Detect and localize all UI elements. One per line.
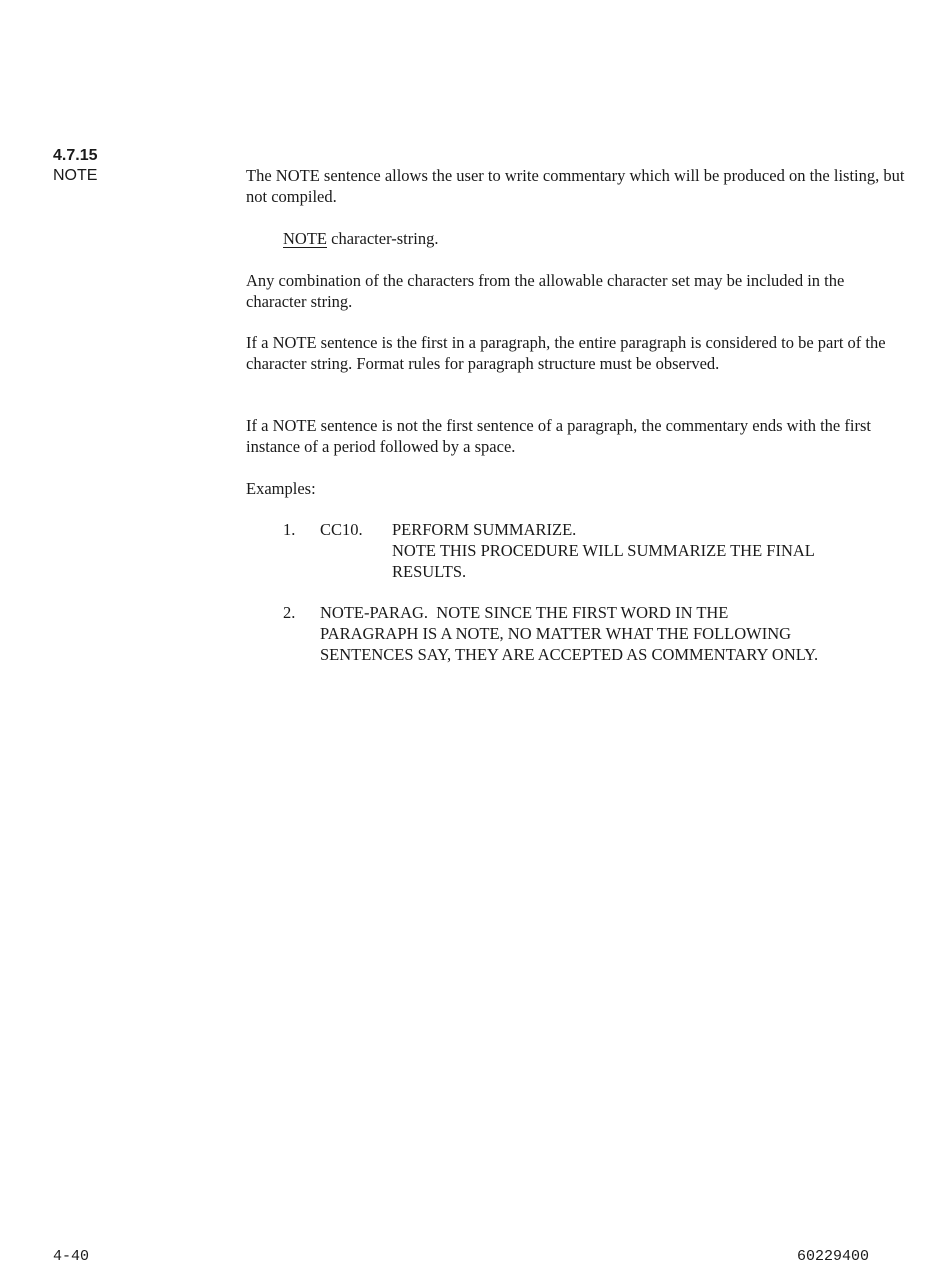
section-number: 4.7.15 <box>53 147 98 164</box>
example-line: PERFORM SUMMARIZE. <box>392 520 577 539</box>
examples-heading: Examples: <box>246 479 316 498</box>
example-number: 2. <box>283 603 296 622</box>
format-line <box>283 228 438 249</box>
paragraph-not-first: If a NOTE sentence is not the first sentence of a paragraph, the commentary ends with the first instance of a period followed by a space. <box>246 416 871 456</box>
format-keyword: NOTE <box>283 229 327 248</box>
example-line: NOTE THIS PROCEDURE WILL SUMMARIZE THE FINAL <box>392 541 815 560</box>
example-line: PARAGRAPH IS A NOTE, NO MATTER WHAT THE FOLLOWING <box>320 624 792 643</box>
example-line: NOTE-PARAG. NOTE SINCE THE FIRST WORD IN THE <box>320 603 729 622</box>
page-number: 4-40 <box>53 1248 90 1265</box>
example-line: SENTENCES SAY, THEY ARE ACCEPTED AS COMMENTARY ONLY. <box>320 645 819 664</box>
document-number: 60229400 <box>797 1248 870 1265</box>
example-label: CC10. <box>320 520 363 539</box>
paragraph-first-sentence: If a NOTE sentence is the first in a paragraph, the entire paragraph is considered to be part of the character string. Format rules for paragraph structure must be observed. <box>246 333 886 373</box>
paragraph-intro: The NOTE sentence allows the user to write commentary which will be produced on the listing, but not compiled. <box>246 166 905 206</box>
format-rest: character-string. <box>327 229 439 248</box>
example-number: 1. <box>283 520 296 539</box>
section-title: NOTE <box>53 167 98 184</box>
paragraph-character-set: Any combination of the characters from the allowable character set may be included in the character string. <box>246 271 845 311</box>
example-line: RESULTS. <box>392 562 467 581</box>
